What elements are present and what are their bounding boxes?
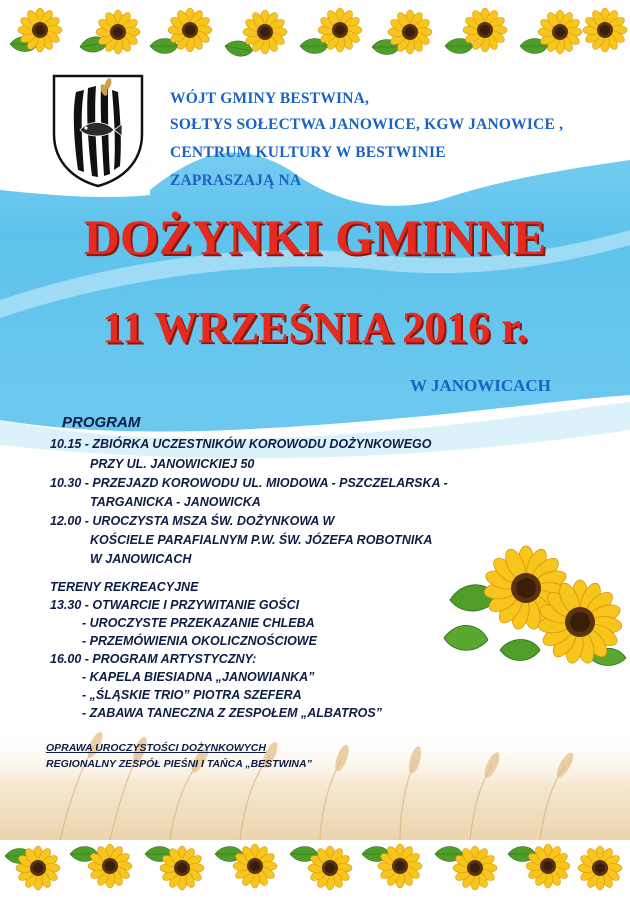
sunflower-cluster [440, 540, 630, 670]
footer-title: OPRAWA UROCZYSTOŚCI DOŻYNKOWYCH [46, 742, 266, 754]
organizer-line-1: WÓJT GMINY BESTWINA, [170, 90, 370, 107]
program-item: PRZY UL. JANOWICKIEJ 50 [90, 457, 255, 471]
program-item: TARGANICKA - JANOWICKA [90, 495, 261, 509]
organizer-line-2: SOŁTYS SOŁECTWA JANOWICE, KGW JANOWICE , [170, 116, 564, 133]
recreation-item: - PRZEMÓWIENIA OKOLICZNOŚCIOWE [82, 634, 317, 648]
recreation-item: - „ŚLĄSKIE TRIO” PIOTRA SZEFERA [82, 688, 302, 702]
recreation-item: - KAPELA BIESIADNA „JANOWIANKA” [82, 670, 315, 684]
organizer-line-4: ZAPRASZAJĄ NA [170, 172, 302, 189]
program-item: 12.00 - UROCZYSTA MSZA ŚW. DOŻYNKOWA W [50, 514, 335, 528]
program-heading: PROGRAM [62, 414, 141, 431]
event-date: 11 WRZEŚNIA 2016 r. [102, 303, 528, 352]
recreation-item: - UROCZYSTE PRZEKAZANIE CHLEBA [82, 616, 315, 630]
recreation-heading: TERENY REKREACYJNE [50, 580, 199, 594]
footer-subtitle: REGIONALNY ZESPÓŁ PIEŚNI I TAŃCA „BESTWINA” [46, 758, 312, 770]
event-place: W JANOWICACH [410, 376, 551, 395]
program-item: W JANOWICACH [90, 552, 192, 566]
recreation-item: 16.00 - PROGRAM ARTYSTYCZNY: [50, 652, 257, 666]
recreation-item: - ZABAWA TANECZNA Z ZESPOŁEM „ALBATROS” [82, 706, 382, 720]
bottom-sunflower-border [0, 836, 630, 896]
program-item: KOŚCIELE PARAFIALNYM P.W. ŚW. JÓZEFA ROBOTNIKA [90, 533, 433, 547]
organizer-line-3: CENTRUM KULTURY W BESTWINIE [170, 144, 446, 161]
program-item: 10.15 - ZBIÓRKA UCZESTNIKÓW KOROWODU DOŻYNKOWEGO [50, 437, 432, 451]
event-title: DOŻYNKI GMINNE [83, 209, 547, 265]
top-sunflower-border [0, 2, 630, 62]
coat-of-arms [48, 72, 148, 190]
recreation-item: 13.30 - OTWARCIE I PRZYWITANIE GOŚCI [50, 598, 300, 612]
program-item: 10.30 - PRZEJAZD KOROWODU UL. MIODOWA - PSZCZELARSKA - [50, 476, 448, 490]
